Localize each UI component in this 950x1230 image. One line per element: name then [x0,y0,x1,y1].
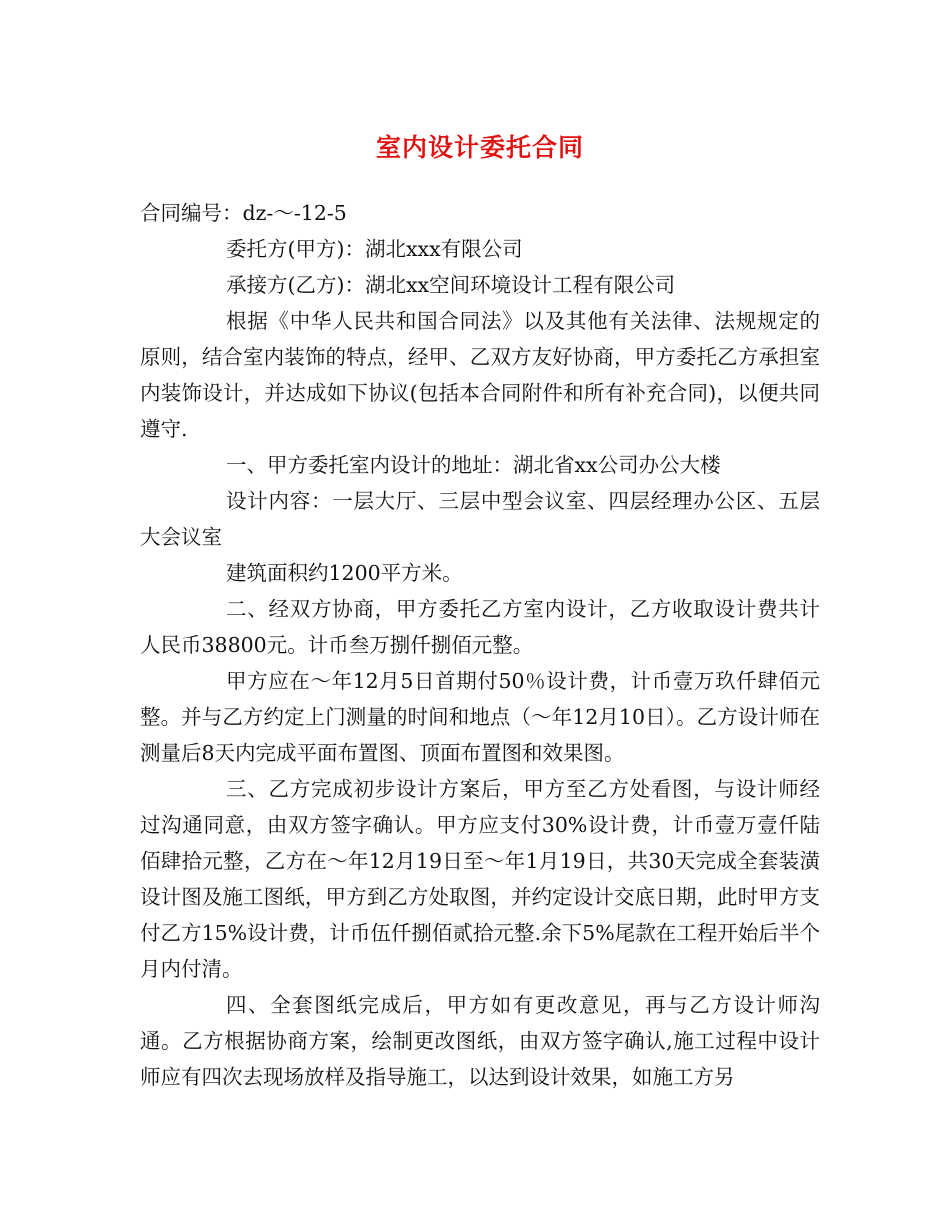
paragraph-preliminary-design: 三、乙方完成初步设计方案后，甲方至乙方处看图，与设计师经过沟通同意，由双方签字确认。甲方应支付30%设计费，计币壹万壹仟陆佰肆拾元整，乙方在～年12月19日至～年1月19日，共30天完成全套装潢设计图及施工图纸，甲方到乙方处取图，并约定设计交底日期，此时甲方支付乙方15%设计费，计币伍仟捌佰贰拾元整.余下5%尾款在工程开始后半个月内付清。 [140,777,820,981]
paragraph-design-content: 设计内容：一层大厅、三层中型会议室、四层经理办公区、五层大会议室 [140,489,820,549]
paragraph-preamble: 根据《中华人民共和国合同法》以及其他有关法律、法规规定的原则，结合室内装饰的特点，经甲、乙双方友好协商，甲方委托乙方承担室内装饰设计，并达成如下协议(包括本合同附件和所有补充合同)，以便共同遵守. [140,309,820,441]
paragraph-first-payment: 甲方应在～年12月5日首期付50％设计费，计币壹万玖仟肆佰元整。并与乙方约定上门测量的时间和地点（～年12月10日）。乙方设计师在测量后8天内完成平面布置图、顶面布置图和效果图。 [140,669,820,765]
paragraph-building-area: 建筑面积约1200平方米。 [226,561,463,585]
party-a: 委托方(甲方)：湖北xxx有限公司 [226,237,523,261]
party-b: 承接方(乙方)：湖北xx空间环境设计工程有限公司 [226,273,676,297]
document-page [140,125,820,1095]
contract-number: 合同编号：dz-～-12-5 [140,201,347,225]
paragraph-design-fee: 二、经双方协商，甲方委托乙方室内设计，乙方收取设计费共计人民币38800元。计币叁万捌仟捌佰元整。 [140,597,820,657]
paragraph-drawing-changes: 四、全套图纸完成后，甲方如有更改意见，再与乙方设计师沟通。乙方根据协商方案，绘制更改图纸，由双方签字确认,施工过程中设计师应有四次去现场放样及指导施工，以达到设计效果，如施工方另 [140,993,820,1089]
document-title: 室内设计委托合同 [375,133,584,162]
paragraph-design-address: 一、甲方委托室内设计的地址：湖北省xx公司办公大楼 [226,453,721,477]
